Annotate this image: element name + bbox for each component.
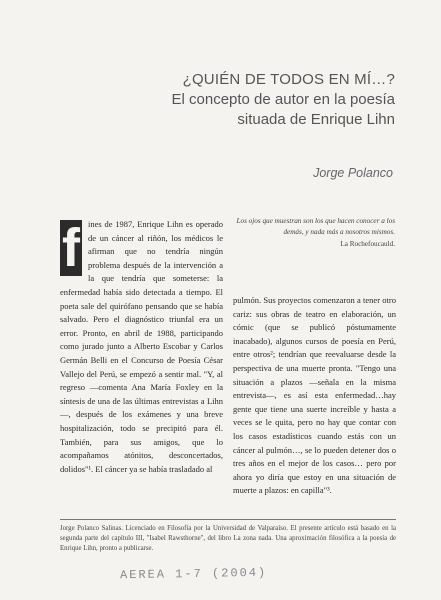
drop-cap: f [60,220,82,276]
article-subtitle-line-2: situada de Enrique Lihn [237,111,395,128]
body-column-left [60,218,223,476]
epigraph-source: La Rochefoucauld. [340,240,395,248]
epigraph-quote: Los ojos que muestran son los que hacen conocer a los demás, y nada más a nosotros mismos. [236,217,395,236]
body-text-right: pulmón. Sus proyectos comenzaron a tener otro cariz: sus obras de teatro en elaboración, un cómic (que se publicó póstumamente inacabado), algunos cursos de poesía en Perú, entre otros²; tendrían que reevaluarse desde la perspectiva de una muerte pronta. "Tengo una situación a plazos —señala en la misma entrevista—, es así esta enfermedad…hay gente que tiene una suerte increíble y hasta a veces se le quita, pero no hay que contar con los casos estadísticos cuando estás con un cáncer al pulmón…, se lo pueden detener dos o tres años en el mejor de los casos… pero por ahora yo diría que estoy en una situación de muerte a plazos: en capilla"³. [233,295,396,496]
article-subtitle-line-1: El concepto de autor en la poesía [171,91,395,108]
article-author: Jorge Polanco [313,166,393,180]
footnote-divider [60,519,396,520]
footnote: Jorge Polanco Salinas. Licenciado en Filosofía por la Universidad de Valparaíso. El presente artículo está basado en la segunda parte del capítulo III, "Isabel Rawsthorne", del libro La zona nada. Una aproximación filosófica a la poesía de Enrique Lihn, pronto a publicarse. [60,525,396,552]
title-block [60,70,395,130]
article-title: ¿QUIÉN DE TODOS EN MÍ…? [182,71,395,88]
epigraph [226,216,395,250]
body-text-left: ines de 1987, Enrique Lihn es operado de un cáncer al riñón, los médicos le afirman que no tendría ningún problema después de la intervención a la que tendría que someterse: la enfermedad había sido detectada a tiempo. El poeta sale del quirófano pensando que se había salvado. Pero el diagnóstico triunfal era un error. Pronto, en abril de 1988, participando como jurado junto a Alberto Escobar y Carlos Germán Belli en el Concurso de Poesía César Vallejo del Perú, se empezó a sentir mal. "Y, al regreso —comenta Ana María Foxley en la síntesis de una de las últimas entrevistas a Lihn—, después de los exámenes y una breve hospitalización, todo se precipitó para él. También, para sus amigos, que lo acompañamos atónitos, desconcertados, dolidos"¹. El cáncer ya se había trasladado al [60,219,223,474]
body-column-right [233,294,396,498]
handwritten-stamp: AEREA 1-7 (2004) [119,565,268,583]
